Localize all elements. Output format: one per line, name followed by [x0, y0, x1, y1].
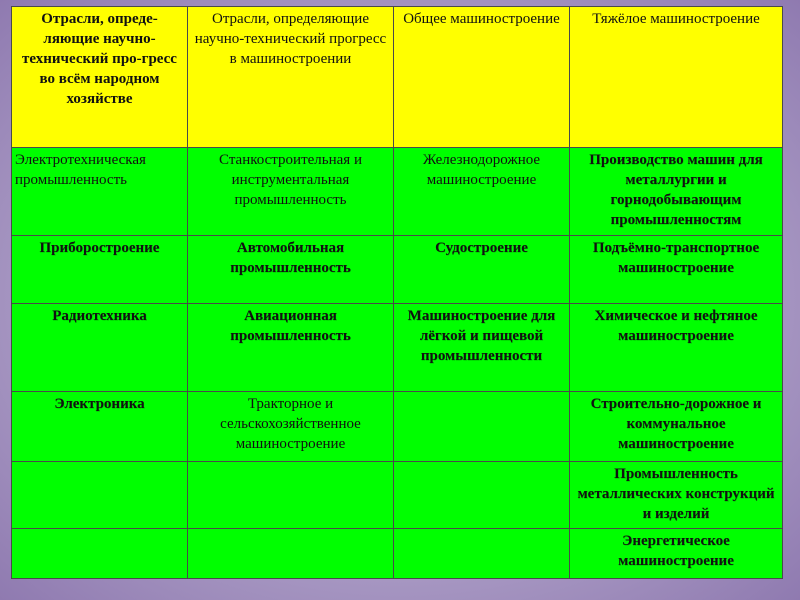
header-cell-4: Тяжёлое машиностроение — [570, 7, 783, 148]
table-cell — [188, 462, 394, 529]
table-cell: Производство машин для металлургии и горнодобывающим промышленностям — [570, 148, 783, 236]
table-cell: Электротехническая промышленность — [12, 148, 188, 236]
table-cell: Авиационная промышленность — [188, 304, 394, 392]
header-cell-1: Отрасли, опреде-ляющие научно-технический про-гресс во всём народном хозяйстве — [12, 7, 188, 148]
table-cell — [12, 462, 188, 529]
header-cell-3: Общее машиностроение — [394, 7, 570, 148]
table-header-row — [12, 7, 783, 148]
table-cell: Приборостроение — [12, 236, 188, 304]
table-cell — [394, 392, 570, 462]
table-cell: Станкостроительная и инструментальная промышленность — [188, 148, 394, 236]
table-cell: Машиностроение для лёгкой и пищевой промышленности — [394, 304, 570, 392]
table-cell: Строительно-дорожное и коммунальное машиностроение — [570, 392, 783, 462]
header-cell-2: Отрасли, определяющие научно-технический прогресс в машиностроении — [188, 7, 394, 148]
table-cell — [394, 462, 570, 529]
table-row — [12, 462, 783, 529]
table-cell: Подъёмно-транспортное машиностроение — [570, 236, 783, 304]
table-cell — [394, 529, 570, 579]
table-cell: Тракторное и сельскохозяйственное машиностроение — [188, 392, 394, 462]
table-row — [12, 236, 783, 304]
table-cell: Электроника — [12, 392, 188, 462]
industries-table — [11, 6, 783, 579]
table-cell: Химическое и нефтяное машиностроение — [570, 304, 783, 392]
table-row — [12, 529, 783, 579]
table-cell: Автомобильная промышленность — [188, 236, 394, 304]
table-cell: Промышленность металлических конструкций и изделий — [570, 462, 783, 529]
table-cell: Железнодорожное машиностроение — [394, 148, 570, 236]
table-cell: Радиотехника — [12, 304, 188, 392]
table-cell: Энергетическое машиностроение — [570, 529, 783, 579]
table-row — [12, 304, 783, 392]
table-row — [12, 148, 783, 236]
table-cell — [188, 529, 394, 579]
table-cell — [12, 529, 188, 579]
table-row — [12, 392, 783, 462]
table-cell: Судостроение — [394, 236, 570, 304]
